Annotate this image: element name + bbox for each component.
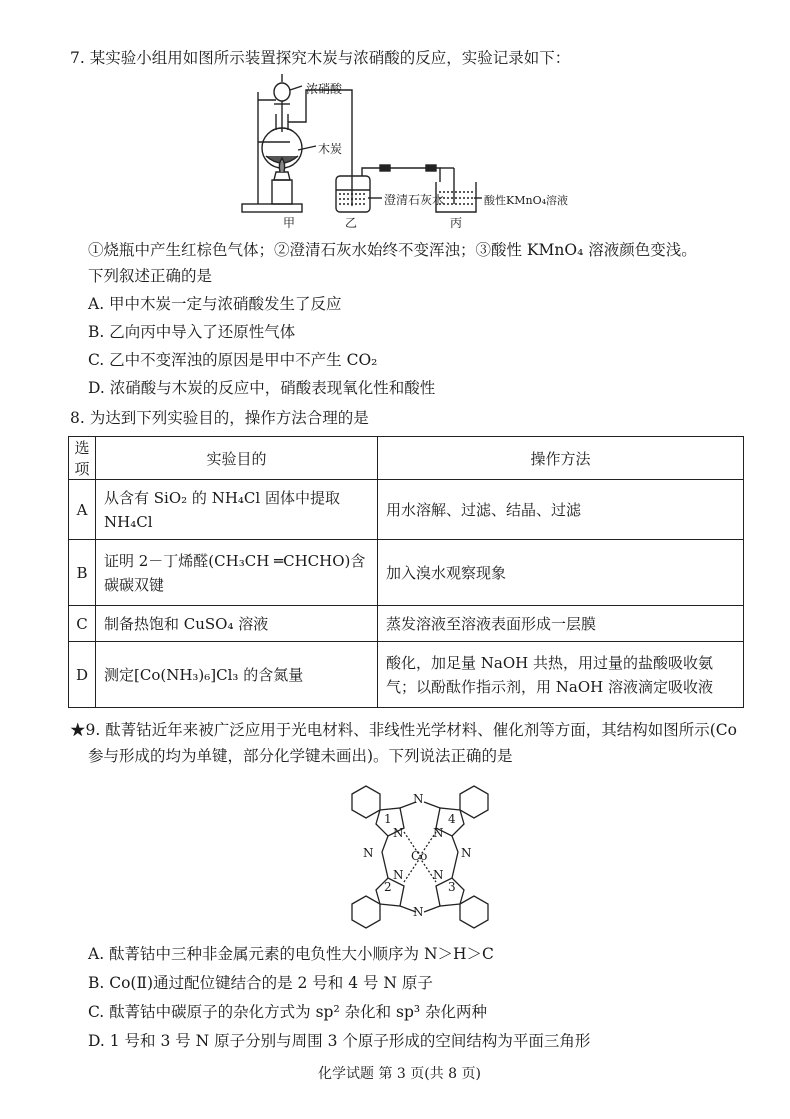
q8-options-table [68,436,744,708]
q9-option-d: D. 1 号和 3 号 N 原子分别与周围 3 个原子形成的空间结构为平面三角形 [88,1032,591,1050]
table-header-row [69,437,744,480]
page-footer: 化学试题 第 3 页(共 8 页) [318,1066,481,1082]
q7-option-d: D. 浓硝酸与木炭的反应中，硝酸表现氧化性和酸性 [88,379,436,397]
label-bing: 丙 [450,216,463,230]
q7-stem: 7. 某实验小组用如图所示装置探究木炭与浓硝酸的反应，实验记录如下： [70,49,571,67]
q7-option-a: A. 甲中木炭一定与浓硝酸发生了反应 [88,295,342,313]
q9-option-b: B. Co(Ⅱ)通过配位键结合的是 2 号和 4 号 N 原子 [88,974,433,992]
q7-ask: 下列叙述正确的是 [88,267,213,285]
label-num-1: 1 [384,812,392,826]
label-kmno4: 酸性KMnO₄溶液 [484,194,568,207]
table-row [69,642,744,708]
q9-stem-line2: 参与形成的均为单键，部分化学键未画出)。下列说法正确的是 [88,747,513,765]
row-option: D [69,642,96,708]
label-jia: 甲 [283,216,296,230]
label-yi: 乙 [345,216,358,230]
label-co: Co [411,849,428,863]
q9-option-a: A. 酞菁钴中三种非金属元素的电负性大小顺序为 N＞H＞C [88,945,494,963]
label-n-top: N [413,792,424,806]
q7-option-b: B. 乙向丙中导入了还原性气体 [88,323,296,341]
label-n3: N [433,868,444,882]
label-n2: N [393,868,404,882]
q7-record: ①烧瓶中产生红棕色气体；②澄清石灰水始终不变浑浊；③酸性 KMnO₄ 溶液颜色变浅。 [88,241,697,259]
row-purpose: 制备热饱和 CuSO₄ 溶液 [96,606,378,642]
label-n1: N [393,826,404,840]
header-method: 操作方法 [378,437,744,480]
table-row [69,540,744,606]
table-row [69,480,744,540]
label-num-4: 4 [448,812,456,826]
row-purpose: 从含有 SiO₂ 的 NH₄Cl 固体中提取 NH₄Cl [96,480,378,540]
q7-option-c: C. 乙中不变浑浊的原因是甲中不产生 CO₂ [88,351,378,369]
row-option: B [69,540,96,606]
label-n-bottom: N [413,905,424,919]
row-option: A [69,480,96,540]
label-n4: N [433,826,444,840]
q7-apparatus-figure [240,72,580,232]
q9-option-c: C. 酞菁钴中碳原子的杂化方式为 sp² 杂化和 sp³ 杂化两种 [88,1003,488,1021]
label-n-left: N [363,846,374,860]
label-limewater: 澄清石灰水 [384,193,445,207]
row-method: 加入溴水观察现象 [378,540,744,606]
label-num-2: 2 [384,880,392,894]
label-acid: 浓硝酸 [306,82,343,96]
row-purpose: 测定[Co(NH₃)₆]Cl₃ 的含氮量 [96,642,378,708]
header-purpose: 实验目的 [96,437,378,480]
row-option: C [69,606,96,642]
q9-stem-line1: ★9. 酞菁钴近年来被广泛应用于光电材料、非线性光学材料、催化剂等方面，其结构如图所示(Co [70,721,737,739]
row-method: 酸化，加足量 NaOH 共热，用过量的盐酸吸收氨气；以酚酞作指示剂，用 NaOH 溶液滴定吸收液 [378,642,744,708]
row-method: 蒸发溶液至溶液表面形成一层膜 [378,606,744,642]
table-row [69,606,744,642]
label-num-3: 3 [448,880,456,894]
label-charcoal: 木炭 [318,142,343,156]
header-option: 选项 [69,437,96,480]
row-purpose: 证明 2－丁烯醛(CH₃CH ═CHCHO)含碳碳双键 [96,540,378,606]
label-n-right: N [461,846,472,860]
row-method: 用水溶解、过滤、结晶、过滤 [378,480,744,540]
q8-stem: 8. 为达到下列实验目的，操作方法合理的是 [70,409,369,427]
